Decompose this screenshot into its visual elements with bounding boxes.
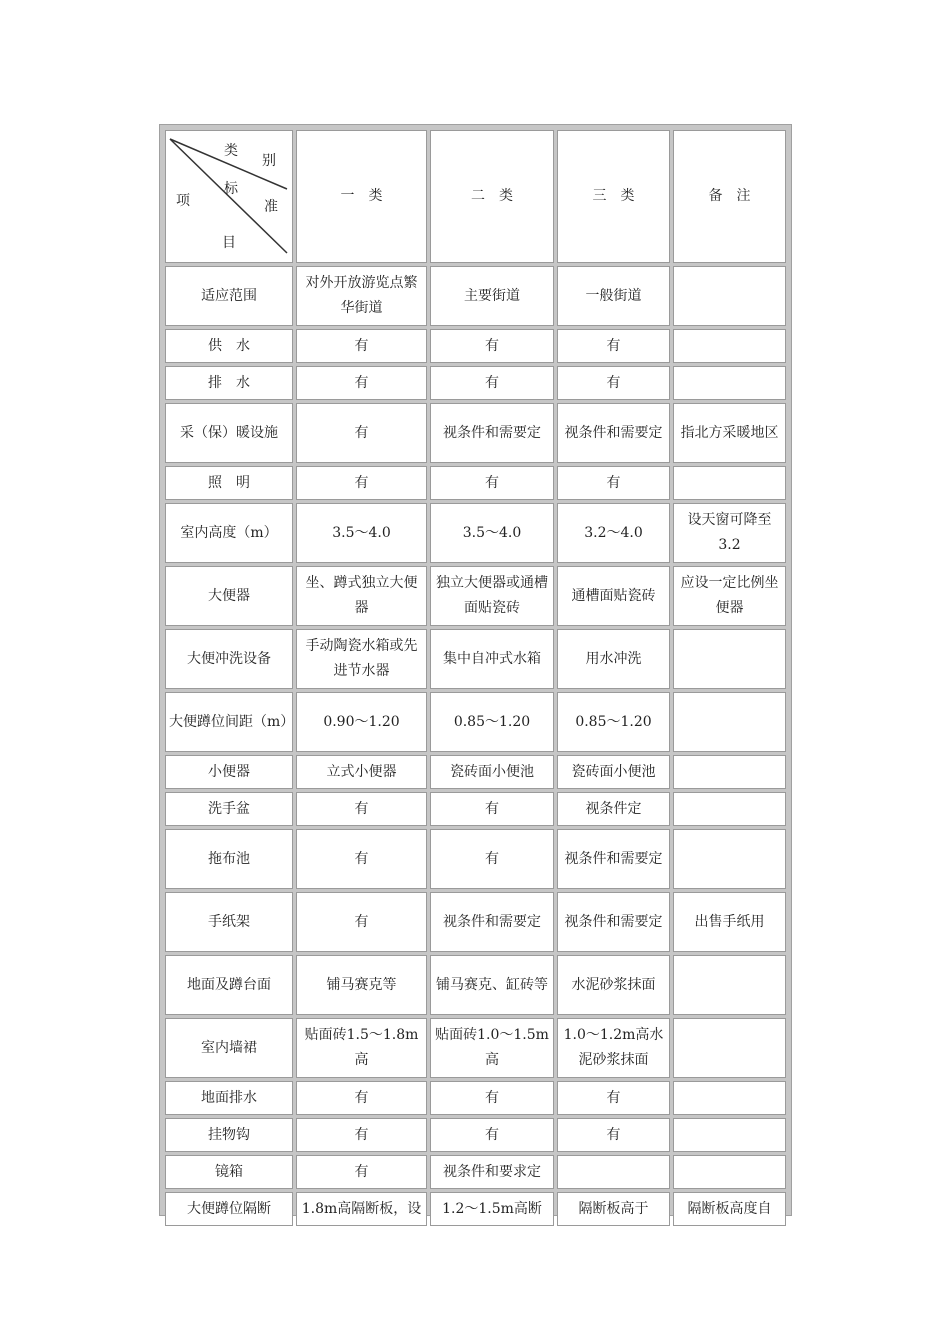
row-class-one: 有 xyxy=(296,1155,427,1189)
row-class-one: 有 xyxy=(296,466,427,500)
row-class-three: 视条件和需要定 xyxy=(557,403,670,463)
table-row xyxy=(165,829,786,889)
row-item: 挂物钩 xyxy=(165,1118,293,1152)
row-class-three: 水泥砂浆抹面 xyxy=(557,955,670,1015)
row-class-two: 有 xyxy=(430,1118,554,1152)
table-row xyxy=(165,403,786,463)
row-remarks: 设天窗可降至3.2 xyxy=(673,503,786,563)
row-remarks xyxy=(673,1155,786,1189)
row-class-one: 贴面砖1.5～1.8m高 xyxy=(296,1018,427,1078)
row-item: 室内墙裙 xyxy=(165,1018,293,1078)
row-remarks: 出售手纸用 xyxy=(673,892,786,952)
row-class-one: 有 xyxy=(296,1081,427,1115)
table-row xyxy=(165,366,786,400)
row-class-two: 有 xyxy=(430,792,554,826)
table-row xyxy=(165,1118,786,1152)
table-row xyxy=(165,1081,786,1115)
table-row xyxy=(165,266,786,326)
row-remarks xyxy=(673,629,786,689)
table-row xyxy=(165,566,786,626)
row-class-three: 有 xyxy=(557,1081,670,1115)
row-class-one: 有 xyxy=(296,792,427,826)
row-class-one: 有 xyxy=(296,1118,427,1152)
toilet-standards-table xyxy=(162,127,789,1229)
table-header-row xyxy=(165,130,786,263)
table-row xyxy=(165,329,786,363)
row-class-one: 3.5～4.0 xyxy=(296,503,427,563)
row-remarks xyxy=(673,1118,786,1152)
diag-label-mu: 目 xyxy=(222,235,236,251)
row-item: 大便冲洗设备 xyxy=(165,629,293,689)
row-item: 采（保）暖设施 xyxy=(165,403,293,463)
row-class-two: 有 xyxy=(430,329,554,363)
diag-label-bie: 别 xyxy=(262,153,276,169)
table-row xyxy=(165,792,786,826)
row-class-two: 视条件和要求定 xyxy=(430,1155,554,1189)
row-item: 洗手盆 xyxy=(165,792,293,826)
row-remarks: 指北方采暖地区 xyxy=(673,403,786,463)
row-remarks xyxy=(673,466,786,500)
header-class-one: 一 类 xyxy=(296,130,427,263)
row-class-one: 有 xyxy=(296,329,427,363)
row-class-three: 用水冲洗 xyxy=(557,629,670,689)
row-class-one: 铺马赛克等 xyxy=(296,955,427,1015)
row-class-one: 有 xyxy=(296,403,427,463)
row-class-three: 1.0～1.2m高水泥砂浆抹面 xyxy=(557,1018,670,1078)
row-class-three: 有 xyxy=(557,1118,670,1152)
row-class-two: 瓷砖面小便池 xyxy=(430,755,554,789)
row-class-two: 有 xyxy=(430,1081,554,1115)
row-remarks xyxy=(673,266,786,326)
row-class-one: 1.8m高隔断板，设 xyxy=(296,1192,427,1226)
row-remarks xyxy=(673,792,786,826)
row-item: 室内高度（m） xyxy=(165,503,293,563)
row-remarks xyxy=(673,829,786,889)
diag-label-biao: 标 xyxy=(224,181,238,197)
table-row xyxy=(165,892,786,952)
row-item: 手纸架 xyxy=(165,892,293,952)
row-class-two: 有 xyxy=(430,829,554,889)
row-remarks xyxy=(673,1081,786,1115)
row-class-two: 主要街道 xyxy=(430,266,554,326)
row-item: 镜箱 xyxy=(165,1155,293,1189)
table-row xyxy=(165,755,786,789)
row-class-three: 视条件和需要定 xyxy=(557,829,670,889)
row-class-one: 对外开放游览点繁华街道 xyxy=(296,266,427,326)
row-class-three: 0.85～1.20 xyxy=(557,692,670,752)
row-remarks xyxy=(673,329,786,363)
table-row xyxy=(165,1192,786,1226)
row-class-one: 坐、蹲式独立大便器 xyxy=(296,566,427,626)
row-class-two: 有 xyxy=(430,466,554,500)
row-item: 大便蹲位间距（m） xyxy=(165,692,293,752)
header-class-two: 二 类 xyxy=(430,130,554,263)
row-class-two: 视条件和需要定 xyxy=(430,892,554,952)
row-item: 适应范围 xyxy=(165,266,293,326)
row-remarks: 应设一定比例坐便器 xyxy=(673,566,786,626)
row-class-one: 立式小便器 xyxy=(296,755,427,789)
table-row xyxy=(165,1155,786,1189)
row-remarks xyxy=(673,955,786,1015)
row-class-two: 1.2～1.5m高断 xyxy=(430,1192,554,1226)
row-class-one: 有 xyxy=(296,366,427,400)
row-item: 地面及蹲台面 xyxy=(165,955,293,1015)
row-item: 小便器 xyxy=(165,755,293,789)
row-class-two: 铺马赛克、缸砖等 xyxy=(430,955,554,1015)
table-row xyxy=(165,466,786,500)
row-class-three: 视条件定 xyxy=(557,792,670,826)
table-row xyxy=(165,1018,786,1078)
row-class-two: 有 xyxy=(430,366,554,400)
row-class-one: 有 xyxy=(296,892,427,952)
row-class-two: 视条件和需要定 xyxy=(430,403,554,463)
row-class-three: 视条件和需要定 xyxy=(557,892,670,952)
header-class-three: 三 类 xyxy=(557,130,670,263)
row-class-three: 有 xyxy=(557,329,670,363)
row-class-three: 瓷砖面小便池 xyxy=(557,755,670,789)
row-class-three xyxy=(557,1155,670,1189)
header-remarks: 备 注 xyxy=(673,130,786,263)
diag-label-zhun: 准 xyxy=(264,199,278,215)
row-class-two: 独立大便器或通槽面贴瓷砖 xyxy=(430,566,554,626)
row-remarks: 隔断板高度自 xyxy=(673,1192,786,1226)
table-row xyxy=(165,692,786,752)
table-row xyxy=(165,503,786,563)
diagonal-header-cell xyxy=(165,130,293,263)
row-remarks xyxy=(673,1018,786,1078)
row-remarks xyxy=(673,366,786,400)
row-item: 照 明 xyxy=(165,466,293,500)
row-item: 地面排水 xyxy=(165,1081,293,1115)
row-class-two: 贴面砖1.0～1.5m高 xyxy=(430,1018,554,1078)
table-row xyxy=(165,629,786,689)
row-item: 供 水 xyxy=(165,329,293,363)
row-class-three: 通槽面贴瓷砖 xyxy=(557,566,670,626)
row-class-three: 一般街道 xyxy=(557,266,670,326)
row-remarks xyxy=(673,692,786,752)
row-item: 拖布池 xyxy=(165,829,293,889)
diag-label-xiang: 项 xyxy=(176,193,190,209)
diag-label-lei: 类 xyxy=(224,143,238,159)
row-item: 大便蹲位隔断 xyxy=(165,1192,293,1226)
row-class-two: 0.85～1.20 xyxy=(430,692,554,752)
table-row xyxy=(165,955,786,1015)
row-class-two: 3.5～4.0 xyxy=(430,503,554,563)
row-class-one: 手动陶瓷水箱或先进节水器 xyxy=(296,629,427,689)
row-class-three: 3.2～4.0 xyxy=(557,503,670,563)
row-class-one: 有 xyxy=(296,829,427,889)
row-class-three: 有 xyxy=(557,366,670,400)
row-class-three: 隔断板高于 xyxy=(557,1192,670,1226)
row-class-three: 有 xyxy=(557,466,670,500)
row-item: 排 水 xyxy=(165,366,293,400)
standards-table-frame xyxy=(159,124,792,1216)
row-class-two: 集中自冲式水箱 xyxy=(430,629,554,689)
row-remarks xyxy=(673,755,786,789)
row-item: 大便器 xyxy=(165,566,293,626)
row-class-one: 0.90～1.20 xyxy=(296,692,427,752)
